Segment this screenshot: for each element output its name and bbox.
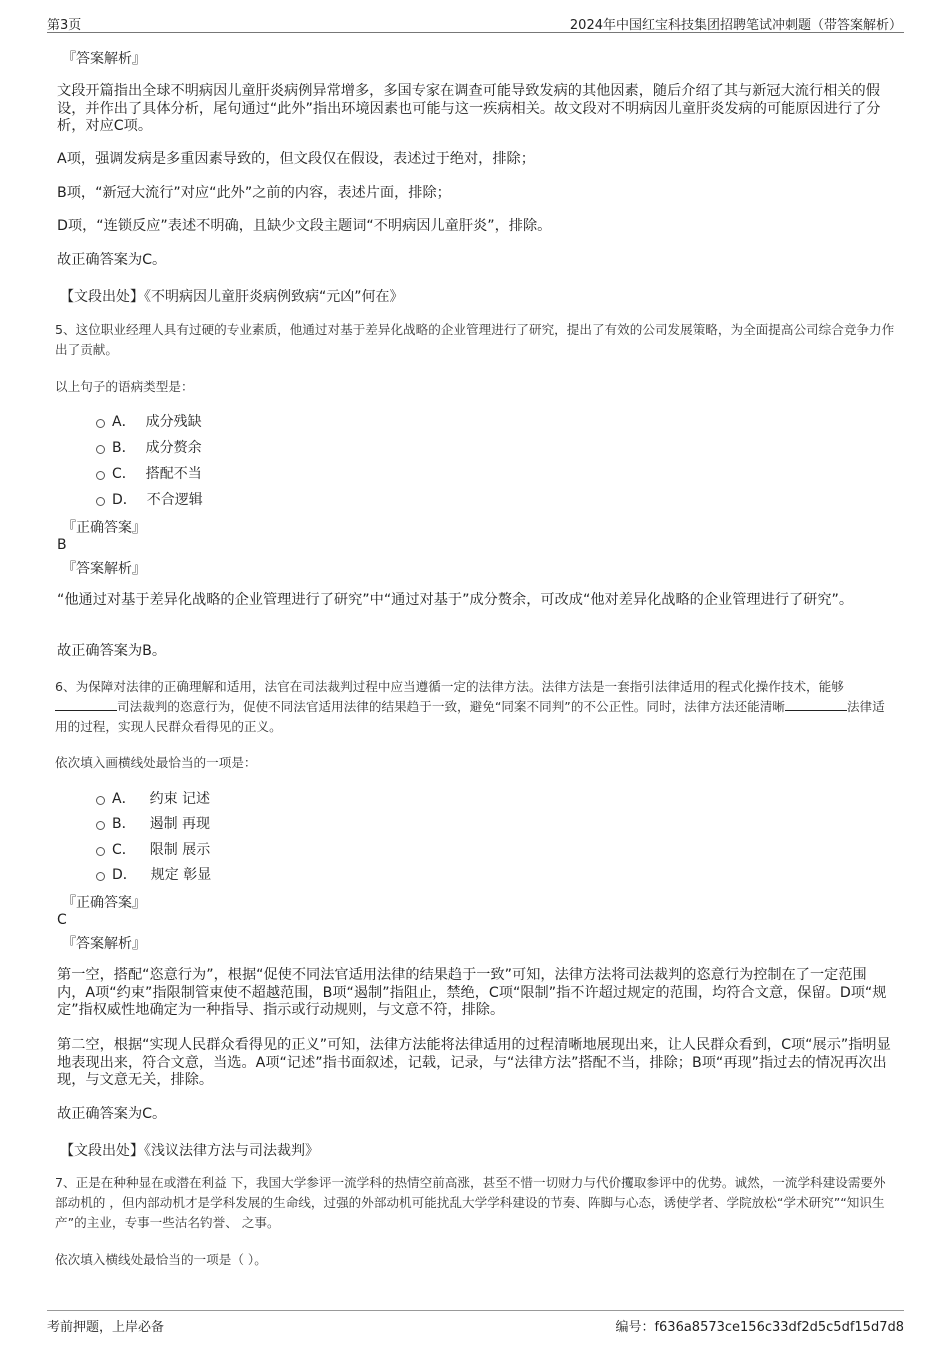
- document-title: 2024年中国红宝科技集团招聘笔试冲刺题（带答案解析）: [569, 18, 902, 33]
- q5-analysis-label: 『答案解析』: [62, 561, 146, 577]
- q7-stem: 7、正是在种种显在或潜在利益 下，我国大学参评一流学科的热情空前高涨，甚至不惜一切财力与代价攫取参评中的优势。诚然，一流学科建设需要外部动机的 ，但内部动机才是学科发展的生命线，过强的外部动机可能扰乱大学学科建设的节奏、阵脚与心态，诱使学者、学院放松“学术研究”“知识生产”的主业，专事一些沽名钓誉、 之事。: [55, 1175, 886, 1230]
- q6-correct-answer: C: [57, 912, 67, 928]
- q4-source-label: 【文段出处】: [60, 289, 144, 305]
- page-number: 第3页: [47, 18, 82, 33]
- q6-source-title: 《浅议法律方法与司法裁判》: [144, 1143, 319, 1159]
- q6-source-label: 【文段出处】: [60, 1143, 144, 1159]
- fill-blank-1: [55, 698, 117, 711]
- radio-icon[interactable]: [96, 796, 105, 805]
- q6-option-c[interactable]: C． 限制 展示: [96, 839, 210, 859]
- q4-analysis-option-d: D项，“连锁反应”表述不明确，且缺少文段主题词“不明病因儿童肝炎”，排除。: [57, 218, 552, 234]
- q6-analysis-para1: 第一空，搭配“恣意行为”，根据“促使不同法官适用法律的结果趋于一致”可知，法律方法将司法裁判的恣意行为控制在了一定范围内，A项“约束”指限制管束使不超越范围，B项“遏制”指阻止，禁绝，C项“限制”指不许超过规定的范围，均符合文意，保留。D项“规定”指权威性地确定为一种指导、指示或行动规则，与文意不符，排除。: [57, 967, 887, 1018]
- q4-analysis-option-b: B项，“新冠大流行”对应“此外”之前的内容，表述片面，排除；: [57, 185, 451, 201]
- q6-instruction: 依次填入画横线处最恰当的一项是：: [55, 755, 257, 770]
- q4-analysis-option-a: A项，强调发病是多重因素导致的，但文段仅在假设，表述过于绝对，排除；: [57, 151, 535, 167]
- radio-icon[interactable]: [96, 471, 105, 480]
- q5-option-a[interactable]: A． 成分残缺: [96, 411, 202, 431]
- q4-analysis-para1: 文段开篇指出全球不明病因儿童肝炎病例异常增多，多国专家在调查可能导致发病的其他因素，随后介绍了其与新冠大流行相关的假设，并作出了具体分析，尾句通过“此外”指出环境因素也可能与这一疾病相关。故文段对不明病因儿童肝炎发病的可能原因进行了分析，对应C项。: [57, 83, 881, 134]
- page-header: [47, 12, 904, 33]
- radio-icon[interactable]: [96, 872, 105, 881]
- radio-icon[interactable]: [96, 847, 105, 856]
- q5-correct-answer: B: [57, 537, 67, 553]
- radio-icon[interactable]: [96, 821, 105, 830]
- page-footer: [47, 1310, 904, 1333]
- footer-serial: 编号：f636a8573ce156c33df2d5c5df15d7d8: [615, 1320, 904, 1335]
- q5-option-d[interactable]: D． 不合逻辑: [96, 489, 203, 509]
- q5-stem: 5、这位职业经理人具有过硬的专业素质，他通过对基于差异化战略的企业管理进行了研究，提出了有效的公司发展策略，为全面提高公司综合竞争力作出了贡献。: [55, 322, 895, 357]
- q4-source: [60, 286, 404, 306]
- q4-conclusion: 故正确答案为C。: [57, 252, 167, 268]
- q6-option-a[interactable]: A． 约束 记述: [96, 788, 210, 808]
- radio-icon[interactable]: [96, 445, 105, 454]
- q5-analysis-para1: “他通过对基于差异化战略的企业管理进行了研究”中“通过对基于”成分赘余，可改成“他对差异化战略的企业管理进行了研究”。: [57, 592, 854, 608]
- q5-option-b[interactable]: B． 成分赘余: [96, 437, 202, 457]
- q5-correct-label: 『正确答案』: [62, 520, 146, 536]
- q4-source-title: 《不明病因儿童肝炎病例致病“元凶”何在》: [144, 289, 404, 305]
- q5-conclusion: 故正确答案为B。: [57, 643, 167, 659]
- q4-analysis-label: 『答案解析』: [62, 51, 146, 67]
- q5-option-c[interactable]: C． 搭配不当: [96, 463, 202, 483]
- q6-analysis-label: 『答案解析』: [62, 936, 146, 952]
- q6-stem: 6、为保障对法律的正确理解和适用，法官在司法裁判过程中应当遵循一定的法律方法。法律方法是一套指引法律适用的程式化操作技术，能够司法裁判的恣意行为，促使不同法官适用法律的结果趋于一致，避免“同案不同判”的不公正性。同时，法律方法还能清晰 法律适用的过程，实现人民群众看得见的正义。: [55, 679, 885, 734]
- q6-option-b[interactable]: B． 遏制 再现: [96, 813, 210, 833]
- q7-instruction: 依次填入横线处最恰当的一项是（ ）。: [55, 1252, 267, 1267]
- q5-instruction: 以上句子的语病类型是：: [55, 379, 194, 394]
- q6-correct-label: 『正确答案』: [62, 895, 146, 911]
- radio-icon[interactable]: [96, 497, 105, 506]
- q6-source: [60, 1140, 319, 1160]
- footer-slogan: 考前押题，上岸必备: [47, 1320, 165, 1335]
- radio-icon[interactable]: [96, 419, 105, 428]
- q6-option-d[interactable]: D． 规定 彰显: [96, 864, 211, 884]
- q6-conclusion: 故正确答案为C。: [57, 1106, 167, 1122]
- q6-analysis-para2: 第二空，根据“实现人民群众看得见的正义”可知，法律方法能将法律适用的过程清晰地展现出来，让人民群众看到，C项“展示”指明显地表现出来，符合文意，当选。A项“记述”指书面叙述，记载，记录，与“法律方法”搭配不当，排除；B项“再现”指过去的情况再次出现，与文意无关，排除。: [57, 1037, 891, 1088]
- fill-blank-2: [785, 698, 847, 711]
